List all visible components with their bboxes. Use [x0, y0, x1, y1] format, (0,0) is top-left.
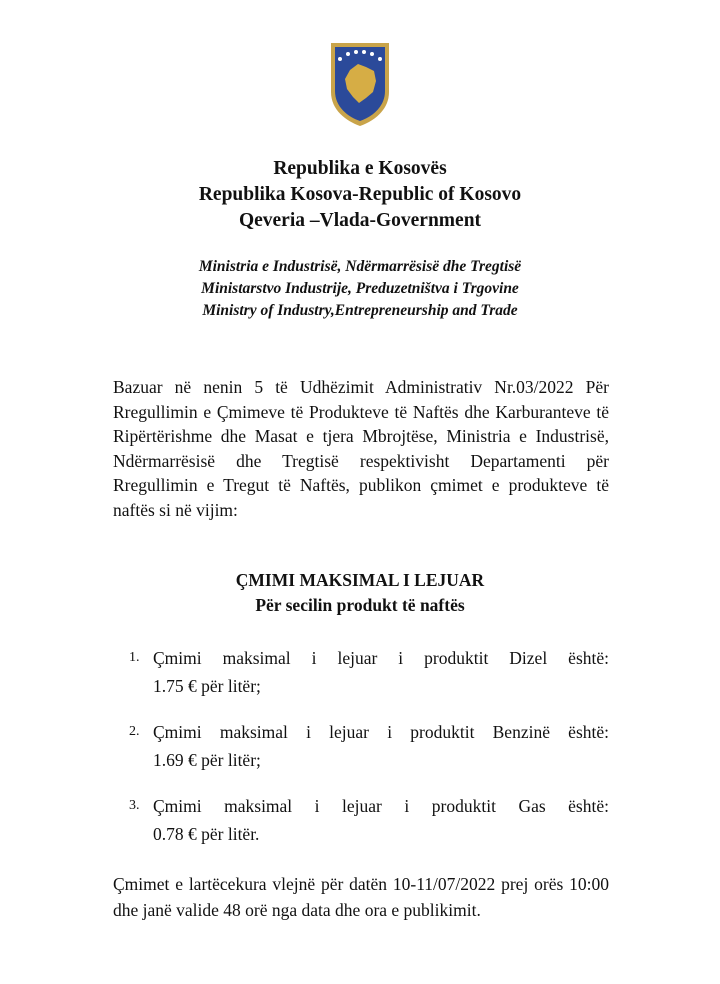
- item-number: 3.: [129, 798, 140, 813]
- ministry-heading: [0, 256, 720, 322]
- ministry-line-sr: Ministarstvo Industrije, Preduzetništva i Trgovine: [201, 280, 519, 297]
- header-line-republic-sq: Republika e Kosovës: [273, 158, 447, 179]
- item-description: Çmimi maksimal i lejuar i produktit Benzinë është:: [153, 722, 609, 742]
- item-price: 0.78 € për litër.: [153, 824, 260, 844]
- closing-paragraph: Çmimet e lartëcekura vlejnë për datën 10-11/07/2022 prej orës 10:00 dhe janë valide 48 orë nga data dhe ora e publikimit.: [113, 874, 609, 920]
- item-description: Çmimi maksimal i lejuar i produktit Dizel është:: [153, 648, 609, 668]
- document-title: ÇMIMI MAKSIMAL I LEJUAR: [235, 570, 485, 590]
- header-line-government: Qeveria –Vlada-Government: [238, 210, 482, 231]
- item-description: Çmimi maksimal i lejuar i produktit Gas është:: [153, 796, 609, 816]
- price-list-item: [113, 644, 609, 700]
- header-line-republic-multi: Republika Kosova-Republic of Kosovo: [198, 184, 522, 205]
- ministry-line-sq: Ministria e Industrisë, Ndërmarrësisë dhe Tregtisë: [198, 258, 522, 275]
- item-number: 2.: [129, 724, 140, 739]
- document-subtitle: Për secilin produkt të naftës: [255, 595, 465, 615]
- price-list-item: [113, 718, 609, 774]
- item-number: 1.: [129, 650, 140, 665]
- intro-paragraph: Bazuar në nenin 5 të Udhëzimit Administrativ Nr.03/2022 Për Rregullimin e Çmimeve të Produkteve të Naftës dhe Karburanteve të Ripërtërishme dhe Masat e tjera Mbrojtëse, Ministria e Industrisë, Ndërmarrësisë dhe Tregtisë respektivisht Departamenti për Rregullimin e Tregut të Naftës, publikon çmimet e produkteve të naftës si në vijim:: [113, 377, 609, 520]
- price-list-item: [113, 792, 609, 848]
- item-price: 1.69 € për litër;: [153, 750, 261, 770]
- item-price: 1.75 € për litër;: [153, 676, 261, 696]
- kosovo-coat-of-arms-icon: [328, 40, 392, 128]
- ministry-line-en: Ministry of Industry,Entrepreneurship and Trade: [202, 302, 518, 319]
- government-heading: [0, 156, 720, 234]
